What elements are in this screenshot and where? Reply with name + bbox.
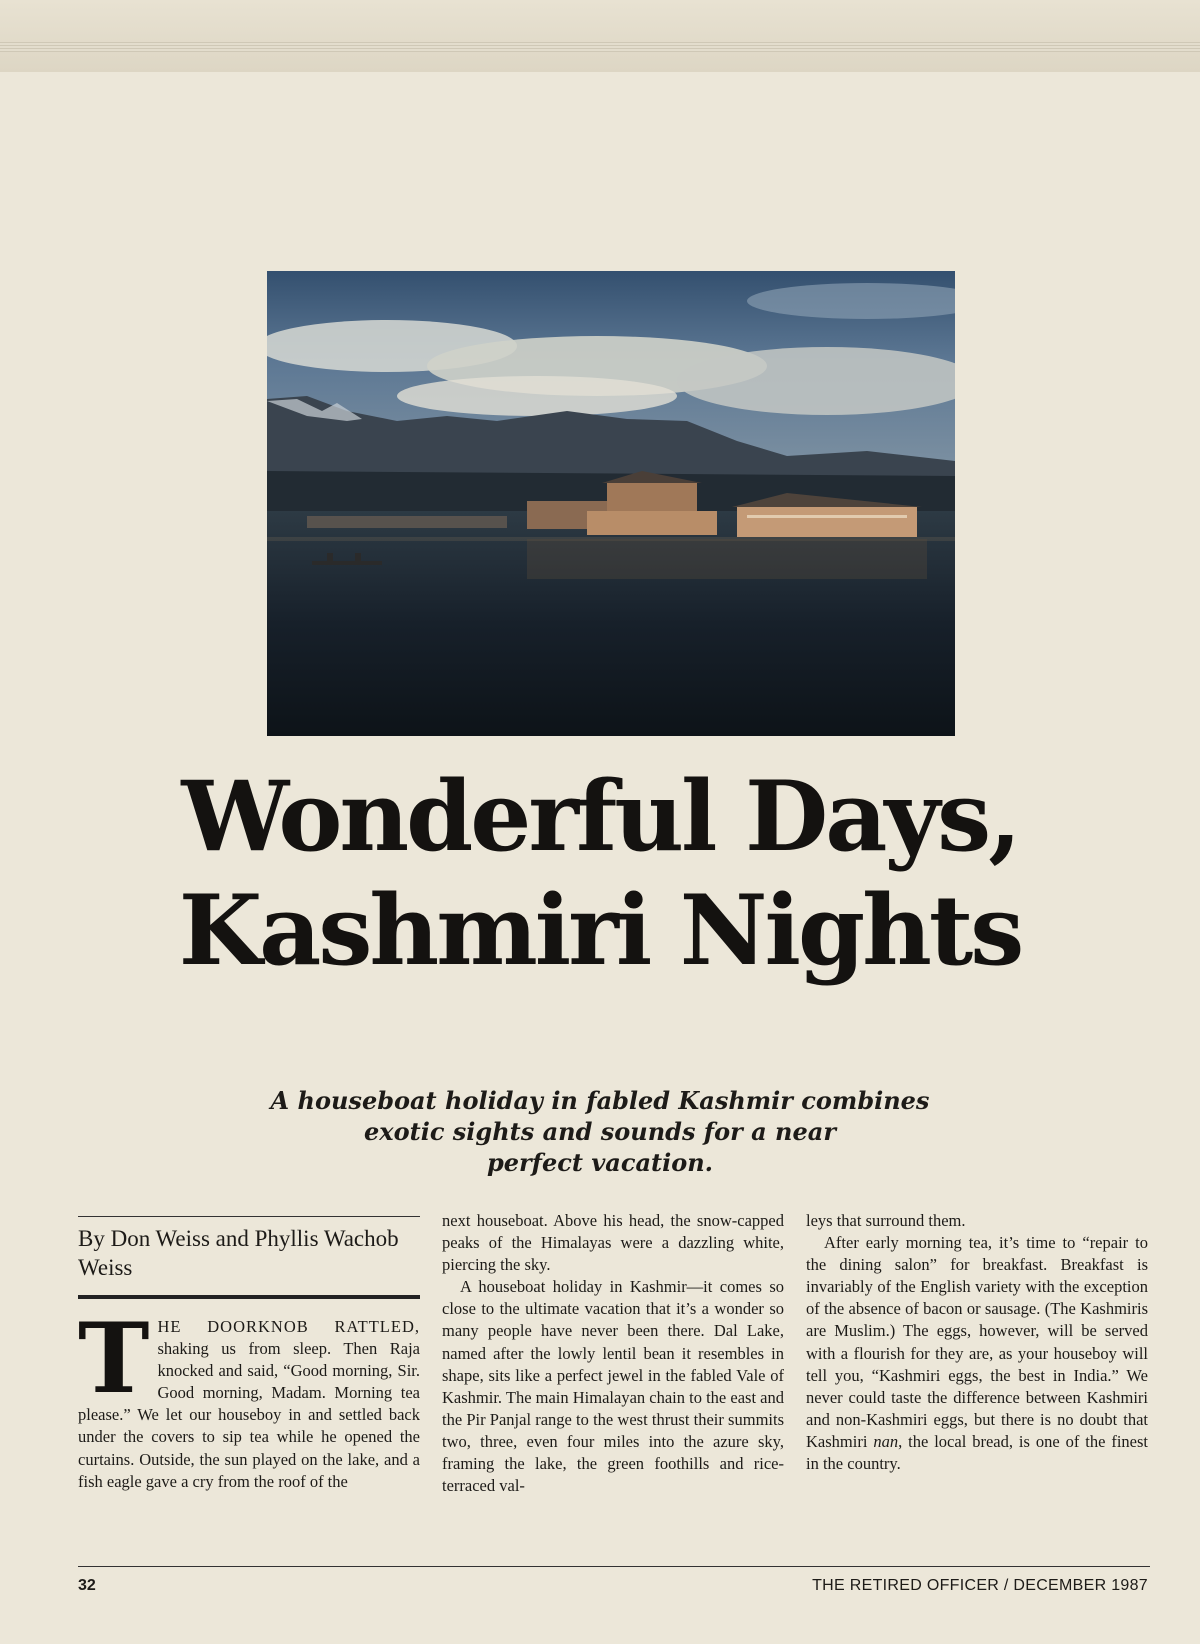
column-3-text-b: , the local bread, is one of the finest in the country. [806, 1431, 1148, 1474]
title-line-1: Wonderful Days, [181, 760, 1019, 873]
page-top-band [0, 0, 1200, 72]
column-2-paragraph-2: A houseboat holiday in Kashmir—it comes so close to the ultimate vacation that it’s a wonder so many people have never been there. Dal Lake, named after the lowly lentil bean it resembles in shape, sits like a perfect jewel in the fabled Vale of Kashmir. The main Himalayan chain to the east and the Pir Panjal range to the west thrust their summits two, three, even four miles into the azure sky, framing the lake, the green foothills and rice-terraced val- [442, 1277, 784, 1496]
houseboat-lake-photo [267, 271, 955, 736]
photo-illustration [267, 271, 955, 736]
column-2-paragraph-1: next houseboat. Above his head, the snow-capped peaks of the Himalayas were a dazzling white, piercing the sky. [442, 1211, 784, 1275]
byline: By Don Weiss and Phyllis Wachob Weiss [78, 1226, 399, 1280]
column-1-text: shaking us from sleep. Then Raja knocked and said, “Good morning, Sir. Good morning, Madam. Morning tea please.” We let our houseboy in and settled back under the covers to sip tea while he opened the curtains. Outside, the sun played on the lake, and a fish eagle gave a cry from the roof of the [78, 1339, 420, 1491]
column-1-paragraph [78, 1302, 420, 1493]
column-3 [806, 1210, 1148, 1475]
column-3-italic-word: nan [873, 1431, 899, 1451]
article-deck [220, 1085, 980, 1178]
article-title [0, 760, 1200, 988]
byline-rule-bottom [78, 1295, 420, 1299]
drop-cap: T [78, 1302, 150, 1415]
column-3-text-a: After early morning tea, it’s time to “repair to the dining salon” for breakfast. Breakfast is invariably of the English variety with the exception of the absence of bacon or sausage. (The Kashmiris are Muslim.) The eggs, however, will be served with a flourish for they are, as your houseboy will tell you, “Kashmiri eggs, the best in India.” We never could taste the difference between Kashmiri and non-Kashmiri eggs, but there is no doubt that Kashmiri [806, 1233, 1148, 1451]
deck-line-1: A houseboat holiday in fabled Kashmir combines [270, 1086, 930, 1115]
footer-rule [78, 1566, 1150, 1567]
column-3-paragraph-1: leys that surround them. [806, 1211, 966, 1230]
title-line-2: Kashmiri Nights [178, 874, 1022, 987]
page-number: 32 [78, 1577, 96, 1594]
top-decorative-rule [0, 42, 1200, 52]
column-2 [442, 1210, 784, 1497]
column-1 [78, 1302, 420, 1493]
deck-line-3: perfect vacation. [486, 1148, 714, 1177]
deck-line-2: exotic sights and sounds for a near [364, 1117, 836, 1146]
running-footer: THE RETIRED OFFICER / DECEMBER 1987 [812, 1577, 1148, 1594]
byline-rule-top [78, 1216, 420, 1217]
column-3-paragraph-2 [806, 1232, 1148, 1475]
lead-in: HE DOORKNOB RATTLED, [157, 1317, 420, 1336]
